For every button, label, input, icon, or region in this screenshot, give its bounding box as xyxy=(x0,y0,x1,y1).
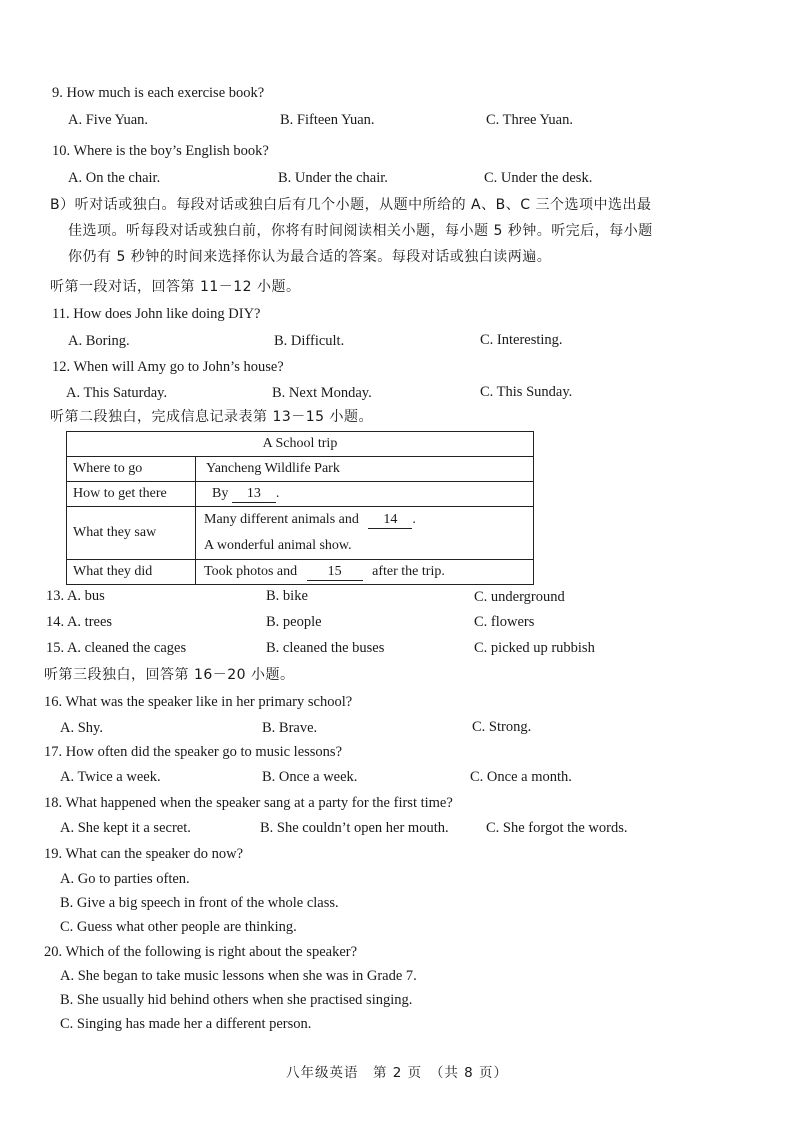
question-17-stem: 17. How often did the speaker go to music lessons? xyxy=(44,744,343,760)
q20-option-c[interactable]: C. Singing has made her a different person. xyxy=(60,1016,312,1032)
saw-prefix: Many different animals and xyxy=(204,512,359,527)
question-18-stem: 18. What happened when the speaker sang at a party for the first time? xyxy=(44,795,453,811)
question-19-stem: 19. What can the speaker do now? xyxy=(44,846,244,862)
table-value-where: Yancheng Wildlife Park xyxy=(196,457,534,482)
q12-option-c[interactable]: C. This Sunday. xyxy=(480,384,573,400)
how-suffix: . xyxy=(275,485,280,501)
table-value-how xyxy=(196,482,534,507)
q9-option-b[interactable]: B. Fifteen Yuan. xyxy=(280,112,375,128)
q12-option-a[interactable]: A. This Saturday. xyxy=(66,385,168,401)
q11-option-c[interactable]: C. Interesting. xyxy=(480,332,563,348)
q13-option-a[interactable]: 13. A. bus xyxy=(46,588,105,604)
q11-option-b[interactable]: B. Difficult. xyxy=(274,333,345,349)
q16-option-a[interactable]: A. Shy. xyxy=(60,720,103,736)
q13-option-b[interactable]: B. bike xyxy=(266,588,308,604)
section-b-instruction-line1: B）听对话或独白。每段对话或独白后有几个小题，从题中所给的 A、B、C 三个选项中选出最 xyxy=(50,197,652,213)
saw-line2: A wonderful animal show. xyxy=(204,538,352,553)
q14-option-b[interactable]: B. people xyxy=(266,614,322,630)
q15-option-c[interactable]: C. picked up rubbish xyxy=(474,640,595,656)
q15-option-a[interactable]: 15. A. cleaned the cages xyxy=(46,640,187,656)
q19-option-c[interactable]: C. Guess what other people are thinking. xyxy=(60,919,297,935)
q14-option-a[interactable]: 14. A. trees xyxy=(46,614,113,630)
q19-option-a[interactable]: A. Go to parties often. xyxy=(60,871,190,887)
did-suffix: after the trip. xyxy=(372,563,445,579)
q9-option-c[interactable]: C. Three Yuan. xyxy=(486,112,573,128)
q10-option-a[interactable]: A. On the chair. xyxy=(68,170,161,186)
q17-option-a[interactable]: A. Twice a week. xyxy=(60,769,161,785)
table-label-where: Where to go xyxy=(67,457,196,482)
question-20-stem: 20. Which of the following is right about the speaker? xyxy=(44,944,358,960)
table-value-did xyxy=(196,560,534,585)
saw-suffix: . xyxy=(412,512,416,527)
q16-option-c[interactable]: C. Strong. xyxy=(472,719,532,735)
part-3-heading: 听第三段独白，回答第 16－20 小题。 xyxy=(44,667,295,683)
q14-option-c[interactable]: C. flowers xyxy=(474,614,535,630)
question-10-stem: 10. Where is the boy’s English book? xyxy=(52,143,269,159)
q10-option-c[interactable]: C. Under the desk. xyxy=(484,170,593,186)
q13-option-c[interactable]: C. underground xyxy=(474,589,565,605)
question-9-stem: 9. How much is each exercise book? xyxy=(52,85,265,101)
q16-option-b[interactable]: B. Brave. xyxy=(262,720,318,736)
q11-option-a[interactable]: A. Boring. xyxy=(68,333,130,349)
how-prefix: By xyxy=(212,485,229,501)
school-trip-table xyxy=(66,431,534,585)
table-value-saw xyxy=(196,507,534,560)
q18-option-b[interactable]: B. She couldn’t open her mouth. xyxy=(260,820,449,836)
question-12-stem: 12. When will Amy go to John’s house? xyxy=(52,359,284,375)
part-2-heading: 听第二段独白，完成信息记录表第 13－15 小题。 xyxy=(50,409,374,425)
q18-option-a[interactable]: A. She kept it a secret. xyxy=(60,820,191,836)
did-prefix: Took photos and xyxy=(204,563,298,579)
q9-option-a[interactable]: A. Five Yuan. xyxy=(68,112,149,128)
blank-13[interactable]: 13 xyxy=(232,486,276,503)
section-b-instruction-line2: 佳选项。听每段对话或独白前，你将有时间阅读相关小题，每小题 5 秒钟。听完后，每小题 xyxy=(68,223,653,239)
q20-option-b[interactable]: B. She usually hid behind others when she practised singing. xyxy=(60,992,413,1008)
blank-15[interactable]: 15 xyxy=(307,564,363,581)
q20-option-a[interactable]: A. She began to take music lessons when she was in Grade 7. xyxy=(60,968,417,984)
table-title: A School trip xyxy=(67,432,534,457)
q10-option-b[interactable]: B. Under the chair. xyxy=(278,170,388,186)
table-label-did: What they did xyxy=(67,560,196,585)
q17-option-b[interactable]: B. Once a week. xyxy=(262,769,358,785)
page-footer: 八年级英语 第 2 页 （共 8 页） xyxy=(285,1065,509,1081)
q18-option-c[interactable]: C. She forgot the words. xyxy=(486,820,628,836)
blank-14[interactable]: 14 xyxy=(368,512,412,529)
q17-option-c[interactable]: C. Once a month. xyxy=(470,769,572,785)
question-16-stem: 16. What was the speaker like in her primary school? xyxy=(44,694,353,710)
section-b-instruction-line3: 你仍有 5 秒钟的时间来选择你认为最合适的答案。每段对话或独白读两遍。 xyxy=(68,249,552,265)
question-11-stem: 11. How does John like doing DIY? xyxy=(52,306,261,322)
table-label-how: How to get there xyxy=(67,482,196,507)
q12-option-b[interactable]: B. Next Monday. xyxy=(272,385,372,401)
part-1-heading: 听第一段对话，回答第 11－12 小题。 xyxy=(50,279,301,295)
q15-option-b[interactable]: B. cleaned the buses xyxy=(266,640,385,656)
table-label-saw: What they saw xyxy=(67,507,196,560)
q19-option-b[interactable]: B. Give a big speech in front of the whole class. xyxy=(60,895,339,911)
